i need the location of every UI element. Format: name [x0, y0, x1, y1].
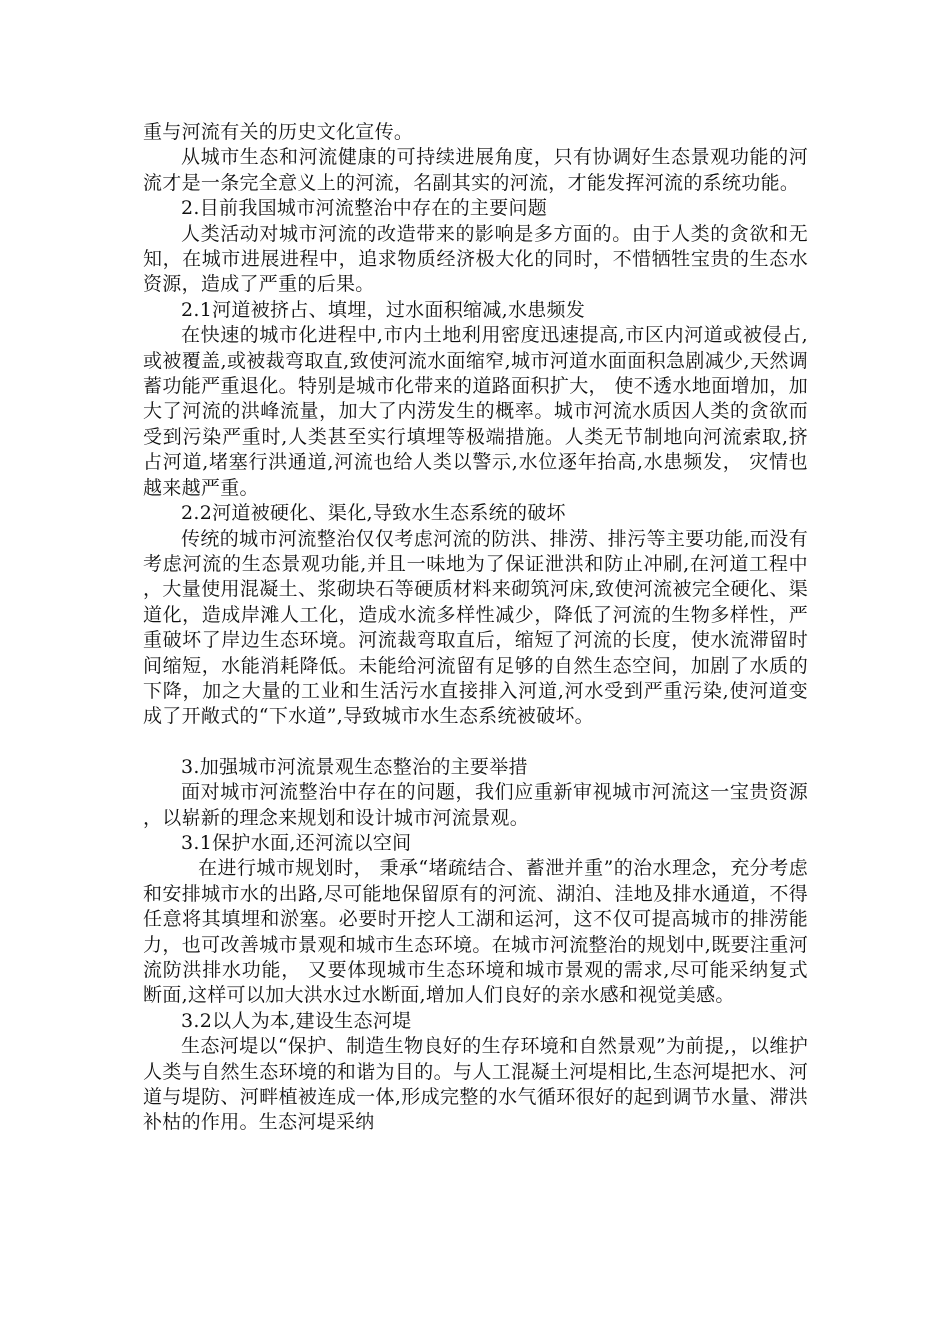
paragraph-hardening: 传统的城市河流整治仅仅考虑河流的防洪、排涝、排污等主要功能,而没有考虑河流的生态景观功能,并且一味地为了保证泄洪和防止冲刷,在河道工程中，大量使用混凝土、浆砌块石等硬质材料来砌筑河床,致使河流被完全硬化、渠道化，造成岸滩人工化，造成水流多样性减少，降低了河流的生物多样性，严重破坏了岸边生态环境。河流裁弯取直后，缩短了河流的长度，使水流滞留时间缩短，水能消耗降低。未能给河流留有足够的自然生态空间，加剧了水质的下降，加之大量的工业和生活污水直接排入河道,河水受到严重污染,使河道变成了开敞式的“下水道”,导致城市水生态系统被破坏。 — [143, 527, 808, 728]
section-heading-3-1: 3.1保护水面,还河流以空间 — [181, 831, 412, 854]
paragraph-sustainable-development: 从城市生态和河流健康的可持续进展角度，只有协调好生态景观功能的河流才是一条完全意义上的河流，名副其实的河流，才能发挥河流的系统功能。 — [143, 146, 808, 194]
paragraph-city-planning: 在进行城市规划时， 秉承“堵疏结合、蓄泄并重”的治水理念，充分考虑和安排城市水的出路,尽可能地保留原有的河流、湖泊、洼地及排水通道，不得任意将其填埋和淤塞。必要时开挖人工湖和运河，这不仅可提高城市的排涝能力，也可改善城市景观和城市生态环境。在城市河流整治的规划中,既要注重河流防洪排水功能， 又要体现城市生态环境和城市景观的需求,尽可能采纳复式断面,这样可以加大洪水过水断面,增加人们良好的亲水感和视觉美感。 — [143, 857, 808, 1007]
section-heading-2-2: 2.2河道被硬化、渠化,导致水生态系统的破坏 — [181, 502, 566, 525]
paragraph-ecological-embankment: 生态河堤以“保护、制造生物良好的生存环境和自然景观”为前提,，以维护人类与自然生态环境的和谐为目的。与人工混凝土河堤相比,生态河堤把水、河道与堤防、河畔植被连成一体,形成完整的水气循环很好的起到调节水量、滞洪补枯的作用。生态河堤采纳 — [143, 1035, 808, 1134]
document-page — [143, 120, 808, 1136]
paragraph-urbanization: 在快速的城市化进程中,市内土地利用密度迅速提高,市区内河道或被侵占,或被覆盖,或被裁弯取直,致使河流水面缩窄,城市河道水面面积急剧减少,天然调蓄功能严重退化。特别是城市化带来的道路面积扩大， 使不透水地面增加，加大了河流的洪峰流量，加大了内涝发生的概率。城市河流水质因人类的贪欲而受到污染严重时,人类甚至实行填埋等极端措施。人类无节制地向河流索取,挤占河道,堵塞行洪通道,河流也给人类以警示,水位逐年抬高,水患频发， 灾情也越来越严重。 — [143, 324, 808, 499]
section-heading-2: 2.目前我国城市河流整治中存在的主要问题 — [181, 197, 548, 220]
paragraph-facing-problems: 面对城市河流整治中存在的问题，我们应重新审视城市河流这一宝贵资源，以崭新的理念来规划和设计城市河流景观。 — [143, 781, 808, 829]
section-heading-3: 3.加强城市河流景观生态整治的主要举措 — [181, 755, 528, 778]
section-heading-3-2: 3.2以人为本,建设生态河堤 — [181, 1009, 412, 1032]
section-heading-2-1: 2.1河道被挤占、填埋，过水面积缩减,水患频发 — [181, 298, 586, 321]
paragraph-gap — [143, 730, 808, 755]
paragraph-human-impact: 人类活动对城市河流的改造带来的影响是多方面的。由于人类的贪欲和无知，在城市进展进程中，追求物质经济极大化的同时，不惜牺牲宝贵的生态水资源，造成了严重的后果。 — [143, 222, 808, 296]
paragraph-continuation: 重与河流有关的历史文化宣传。 — [143, 121, 414, 143]
